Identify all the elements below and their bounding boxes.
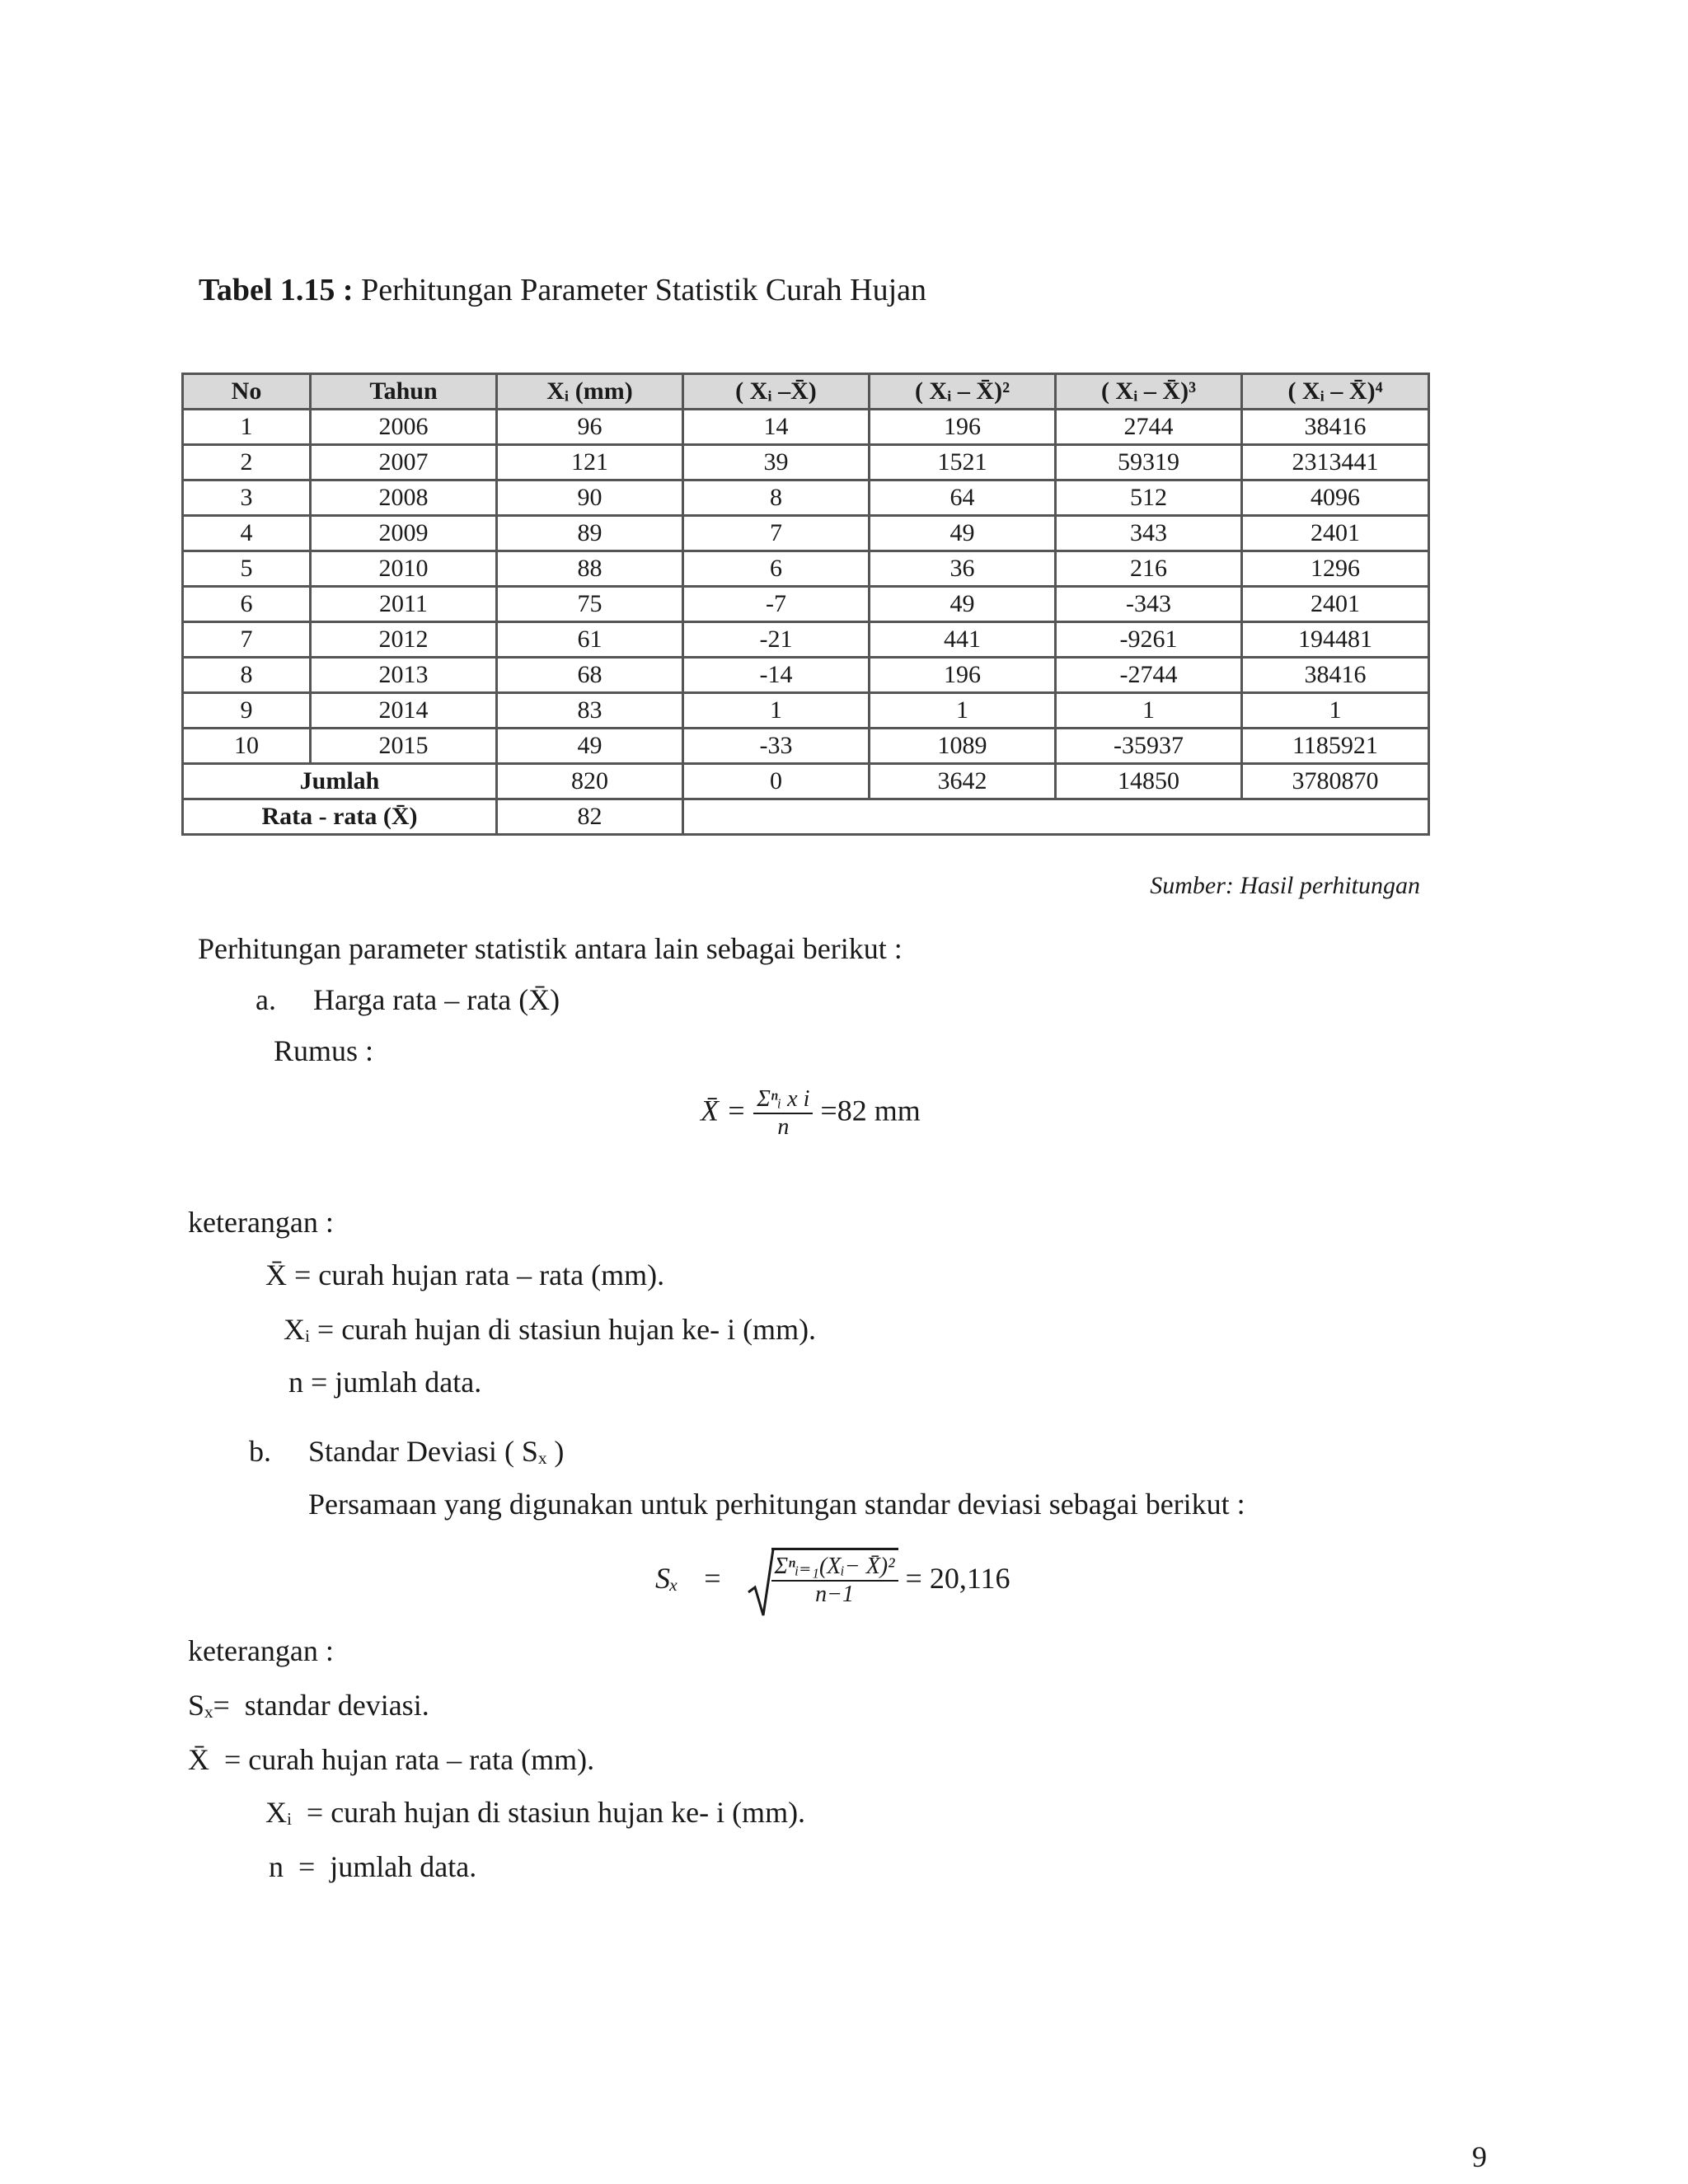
table-cell: 2011	[311, 587, 497, 622]
keterangan-text: = jumlah data.	[303, 1366, 482, 1399]
table-row	[183, 480, 1429, 516]
formula-mean-denominator: n	[777, 1114, 790, 1140]
jumlah-label: Jumlah	[183, 764, 497, 799]
intro-text: Perhitungan parameter statistik antara lain sebagai berikut :	[198, 932, 903, 965]
table-cell: 512	[1056, 480, 1242, 516]
table-cell: 8	[683, 480, 870, 516]
table-cell: -33	[683, 729, 870, 764]
table-cell: 216	[1056, 551, 1242, 587]
table-cell: 2012	[311, 622, 497, 658]
formula-stddev-fraction	[771, 1548, 898, 1608]
table-cell: 2015	[311, 729, 497, 764]
table-source: Sumber: Hasil perhitungan	[1150, 872, 1420, 899]
table-cell: 49	[870, 516, 1056, 551]
table-cell: 1	[1056, 693, 1242, 729]
page-number: 9	[1472, 2140, 1487, 2173]
table-cell: 2010	[311, 551, 497, 587]
table-cell: 1	[683, 693, 870, 729]
table-cell: -7	[683, 587, 870, 622]
table-cell: 68	[497, 658, 683, 693]
table-cell: 49	[870, 587, 1056, 622]
table-cell: 75	[497, 587, 683, 622]
table-cell: 2313441	[1242, 445, 1429, 480]
table-cell: 194481	[1242, 622, 1429, 658]
table-caption	[199, 272, 926, 308]
table-cell: 6	[183, 587, 311, 622]
formula-stddev	[655, 1548, 1010, 1622]
keterangan-line	[288, 1365, 481, 1399]
keterangan-text: = curah hujan rata – rata (mm).	[209, 1743, 595, 1776]
table-row	[183, 587, 1429, 622]
keterangan-line	[284, 1312, 816, 1347]
table-cell: -21	[683, 622, 870, 658]
table-cell: 83	[497, 693, 683, 729]
statistics-table	[181, 373, 1430, 836]
table-row	[183, 729, 1429, 764]
keterangan-heading: keterangan :	[188, 1634, 334, 1667]
table-row	[183, 516, 1429, 551]
header-cell: ( Xᵢ – X̄)²	[870, 374, 1056, 410]
header-cell: Tahun	[311, 374, 497, 410]
formula-stddev-numerator: Σⁿᵢ₌₁(Xᵢ− X̄)²	[771, 1552, 898, 1582]
keterangan-line	[265, 1795, 805, 1830]
table-cell: 61	[497, 622, 683, 658]
table-cell: 14	[683, 410, 870, 445]
table-row	[183, 622, 1429, 658]
table-cell: -35937	[1056, 729, 1242, 764]
table-cell: 2006	[311, 410, 497, 445]
table-cell: 196	[870, 658, 1056, 693]
table-cell: 14850	[1056, 764, 1242, 799]
table-cell: 1	[870, 693, 1056, 729]
table-cell: 1	[183, 410, 311, 445]
keterangan-symbol: X̄	[265, 1258, 287, 1291]
table-cell: 38416	[1242, 658, 1429, 693]
table-cell: 2014	[311, 693, 497, 729]
formula-stddev-equals: =	[704, 1561, 721, 1595]
table-cell: 2401	[1242, 516, 1429, 551]
header-cell: ( Xᵢ – X̄)³	[1056, 374, 1242, 410]
keterangan-line	[188, 1742, 594, 1777]
keterangan-text: = curah hujan di stasiun hujan ke- i (mm).	[291, 1796, 806, 1829]
table-cell: 1	[1242, 693, 1429, 729]
table-cell: 2008	[311, 480, 497, 516]
table-cell: 2007	[311, 445, 497, 480]
section-b-letter: b.	[249, 1435, 271, 1468]
table-cell: 4	[183, 516, 311, 551]
table-cell: 441	[870, 622, 1056, 658]
table-cell: 2401	[1242, 587, 1429, 622]
table-cell: -2744	[1056, 658, 1242, 693]
table-row	[183, 693, 1429, 729]
square-root-icon	[747, 1548, 775, 1617]
keterangan-text: = curah hujan di stasiun hujan ke- i (mm).	[309, 1313, 817, 1346]
table-cell: 59319	[1056, 445, 1242, 480]
formula-stddev-denominator: n−1	[815, 1582, 854, 1607]
keterangan-heading: keterangan :	[188, 1206, 334, 1239]
header-cell: ( Xᵢ –X̄)	[683, 374, 870, 410]
table-cell: 196	[870, 410, 1056, 445]
table-cell: -9261	[1056, 622, 1242, 658]
table-cell: 820	[497, 764, 683, 799]
table-cell: 3642	[870, 764, 1056, 799]
table-cell: 89	[497, 516, 683, 551]
table-cell: 88	[497, 551, 683, 587]
formula-mean	[701, 1086, 921, 1141]
formula-stddev-root	[747, 1548, 898, 1608]
table-cell: 2744	[1056, 410, 1242, 445]
table-cell: 64	[870, 480, 1056, 516]
empty-cell	[683, 799, 1429, 835]
table-cell: 8	[183, 658, 311, 693]
table-cell: 2	[183, 445, 311, 480]
table-cell: 4096	[1242, 480, 1429, 516]
keterangan-symbol: X̄	[188, 1743, 209, 1776]
keterangan-symbol: n	[288, 1366, 303, 1399]
table-row	[183, 551, 1429, 587]
table-cell: 2009	[311, 516, 497, 551]
caption-label: Tabel 1.15 :	[199, 273, 354, 307]
table-cell: 1089	[870, 729, 1056, 764]
table-row-rata	[183, 799, 1429, 835]
formula-mean-rhs: =82 mm	[820, 1094, 921, 1127]
keterangan-line	[269, 1849, 476, 1884]
table-row	[183, 445, 1429, 480]
table-row	[183, 410, 1429, 445]
table-cell: 49	[497, 729, 683, 764]
rata-label: Rata - rata (X̄)	[183, 799, 497, 835]
table-cell: 0	[683, 764, 870, 799]
table-row	[183, 658, 1429, 693]
table-cell: 39	[683, 445, 870, 480]
header-cell: No	[183, 374, 311, 410]
table-cell: 90	[497, 480, 683, 516]
keterangan-symbol: Xᵢ	[265, 1796, 292, 1829]
rumus-label: Rumus :	[274, 1034, 374, 1067]
table-cell: 3	[183, 480, 311, 516]
keterangan-symbol: n	[269, 1850, 284, 1883]
table-row-jumlah	[183, 764, 1429, 799]
keterangan-symbol: Xᵢ	[284, 1313, 310, 1346]
table-cell: 5	[183, 551, 311, 587]
section-b-title: Standar Deviasi ( Sₓ )	[308, 1435, 565, 1468]
formula-stddev-rhs: = 20,116	[905, 1561, 1010, 1595]
keterangan-text: = curah hujan rata – rata (mm).	[287, 1258, 665, 1291]
keterangan-text: standar deviasi.	[229, 1689, 429, 1722]
table-cell: 2013	[311, 658, 497, 693]
table-cell: -14	[683, 658, 870, 693]
formula-mean-numerator: Σⁿᵢ x i	[753, 1086, 813, 1114]
keterangan-symbol: Sₓ=	[188, 1689, 230, 1722]
table-header-row	[183, 374, 1429, 410]
table-cell: 1521	[870, 445, 1056, 480]
table-cell: 36	[870, 551, 1056, 587]
table-cell: 3780870	[1242, 764, 1429, 799]
table-cell: 1185921	[1242, 729, 1429, 764]
table-cell: 1296	[1242, 551, 1429, 587]
formula-mean-lhs: X̄ =	[701, 1094, 747, 1127]
formula-stddev-lhs: Sₓ	[655, 1561, 679, 1595]
table-cell: 7	[683, 516, 870, 551]
section-a-letter: a.	[256, 983, 276, 1016]
formula-mean-fraction	[753, 1086, 813, 1141]
table-cell: 96	[497, 410, 683, 445]
table-cell: -343	[1056, 587, 1242, 622]
table-cell: 121	[497, 445, 683, 480]
keterangan-line	[265, 1258, 664, 1292]
table-cell: 9	[183, 693, 311, 729]
section-a-title: Harga rata – rata (X̄)	[313, 983, 560, 1016]
keterangan-line	[188, 1688, 429, 1722]
table-cell: 343	[1056, 516, 1242, 551]
header-cell: Xᵢ (mm)	[497, 374, 683, 410]
table-cell: 10	[183, 729, 311, 764]
table-body	[183, 410, 1429, 764]
table-cell: 6	[683, 551, 870, 587]
keterangan-text: = jumlah data.	[284, 1850, 477, 1883]
table-cell: 82	[497, 799, 683, 835]
caption-title: Perhitungan Parameter Statistik Curah Hujan	[361, 273, 927, 307]
table-cell: 7	[183, 622, 311, 658]
section-b-description: Persamaan yang digunakan untuk perhitungan standar deviasi sebagai berikut :	[308, 1488, 1245, 1521]
table-cell: 38416	[1242, 410, 1429, 445]
header-cell: ( Xᵢ – X̄)⁴	[1242, 374, 1429, 410]
